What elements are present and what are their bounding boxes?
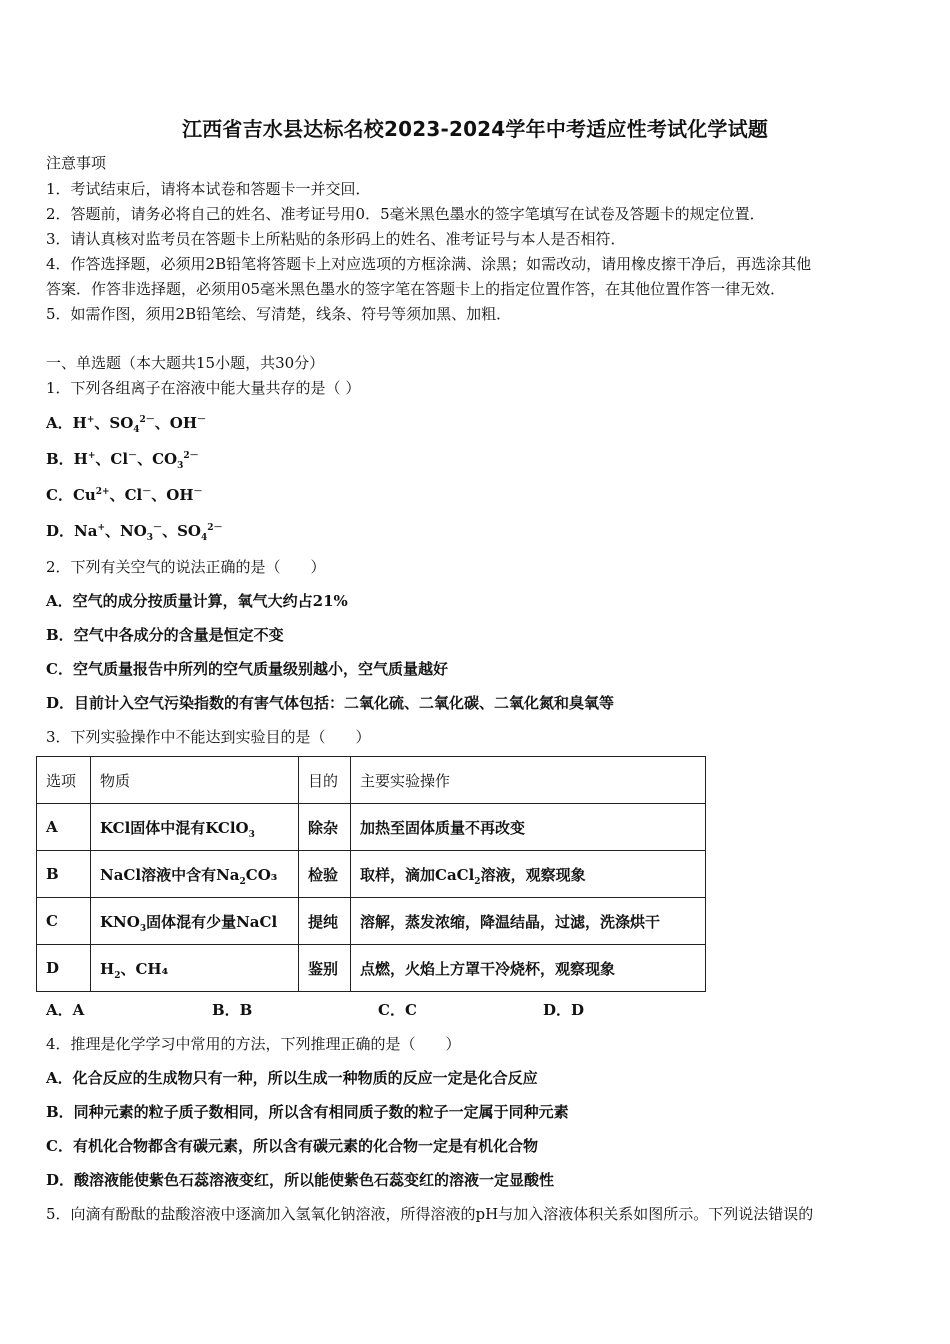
notice-item: 2．答题前，请务必将自己的姓名、准考证号用0．5毫米黑色墨水的签字笔填写在试卷及答题卡的规定位置． (46, 205, 765, 223)
notice-item: 5．如需作图，须用2B铅笔绘、写清楚，线条、符号等须加黑、加粗． (46, 305, 512, 323)
table-cell-purpose: 鉴别 (299, 945, 351, 992)
question-3-stem: 3．下列实验操作中不能达到实验目的是（ ） (46, 728, 371, 746)
question-3-answer-d: D．D (543, 1001, 585, 1019)
table-cell-option: C (37, 898, 91, 945)
table-cell-substance: KCl固体中混有KClO$_3$ (91, 804, 299, 851)
table-header-cell: 物质 (91, 757, 299, 804)
question-4-stem: 4．推理是化学学习中常用的方法，下列推理正确的是（ ） (46, 1035, 461, 1053)
notice-item: 答案．作答非选择题，必须用05毫米黑色墨水的签字笔在答题卡上的指定位置作答，在其他位置作答一律无效． (46, 280, 786, 298)
question-3-answer-c: C．C (378, 1001, 417, 1019)
table-row (37, 945, 706, 992)
table-cell-operation: 取样，滴加CaCl$_2$溶液，观察现象 (351, 851, 706, 898)
question-1-option-c: C．$Cu^{2+}$、Cl－、OH－ (46, 486, 203, 504)
question-2-stem: 2．下列有关空气的说法正确的是（ ） (46, 558, 326, 576)
table-row (37, 898, 706, 945)
table-cell-substance: $KNO_3$固体混有少量NaCl (91, 898, 299, 945)
question-4-option-b: B．同种元素的粒子质子数相同，所以含有相同质子数的粒子一定属于同种元素 (46, 1103, 569, 1121)
question-1-option-a: A．H+、$SO_4^{2-}$、OH－ (46, 414, 207, 435)
table-row (37, 804, 706, 851)
table-cell-substance: NaCl溶液中含有$Na_2CO_3$ (91, 851, 299, 898)
table-row (37, 851, 706, 898)
table-cell-operation: 点燃，火焰上方罩干冷烧杯，观察现象 (351, 945, 706, 992)
question-1-option-d: D．Na+、$NO_3^-$、$SO_4^{2-}$ (46, 522, 223, 543)
table-cell-option: A (37, 804, 91, 851)
question-4-option-a: A．化合反应的生成物只有一种，所以生成一种物质的反应一定是化合反应 (46, 1069, 538, 1087)
table-header-cell: 主要实验操作 (351, 757, 706, 804)
question-1-stem: 1．下列各组离子在溶液中能大量共存的是（ ） (46, 379, 361, 397)
page-title: 江西省吉水县达标名校2023-2024学年中考适应性考试化学试题 (181, 117, 769, 141)
table-header-cell: 目的 (299, 757, 351, 804)
notice-item: 3．请认真核对监考员在答题卡上所粘贴的条形码上的姓名、准考证号与本人是否相符． (46, 230, 626, 248)
question-1-option-b: B．H+、Cl－、$CO_3^{2-}$ (46, 450, 199, 471)
notice-item: 4．作答选择题，必须用2B铅笔将答题卡上对应选项的方框涂满、涂黑；如需改动，请用橡皮擦干净后，再选涂其他 (46, 255, 812, 273)
question-2-option-c: C．空气质量报告中所列的空气质量级别越小，空气质量越好 (46, 660, 448, 678)
table-header-row (37, 757, 706, 804)
table-header-cell: 选项 (37, 757, 91, 804)
question-2-option-b: B．空气中各成分的含量是恒定不变 (46, 626, 284, 644)
question-3-answer-a: A．A (46, 1001, 85, 1019)
table-cell-option: D (37, 945, 91, 992)
question-5-stem: 5．向滴有酚酞的盐酸溶液中逐滴加入氢氧化钠溶液，所得溶液的pH与加入溶液体积关系如图所示。下列说法错误的 (46, 1205, 814, 1223)
question-3-table (36, 756, 706, 992)
table-cell-option: B (37, 851, 91, 898)
question-4-option-c: C．有机化合物都含有碳元素，所以含有碳元素的化合物一定是有机化合物 (46, 1137, 538, 1155)
table-cell-purpose: 除杂 (299, 804, 351, 851)
question-3-answer-b: B．B (212, 1001, 253, 1019)
question-2-option-a: A．空气的成分按质量计算，氧气大约占21% (46, 592, 348, 610)
section-heading: 一、单选题（本大题共15小题，共30分） (46, 354, 325, 372)
table-cell-substance: $H_2$、CH₄ (91, 945, 299, 992)
table-cell-purpose: 提纯 (299, 898, 351, 945)
table-cell-purpose: 检验 (299, 851, 351, 898)
question-4-option-d: D．酸溶液能使紫色石蕊溶液变红，所以能使紫色石蕊变红的溶液一定显酸性 (46, 1171, 555, 1189)
table-cell-operation: 溶解，蒸发浓缩，降温结晶，过滤，洗涤烘干 (351, 898, 706, 945)
notice-heading: 注意事项 (46, 154, 107, 172)
notice-item: 1．考试结束后，请将本试卷和答题卡一并交回． (46, 180, 371, 198)
table-cell-operation: 加热至固体质量不再改变 (351, 804, 706, 851)
question-2-option-d: D．目前计入空气污染指数的有害气体包括：二氧化硫、二氧化碳、二氧化氮和臭氧等 (46, 694, 615, 712)
